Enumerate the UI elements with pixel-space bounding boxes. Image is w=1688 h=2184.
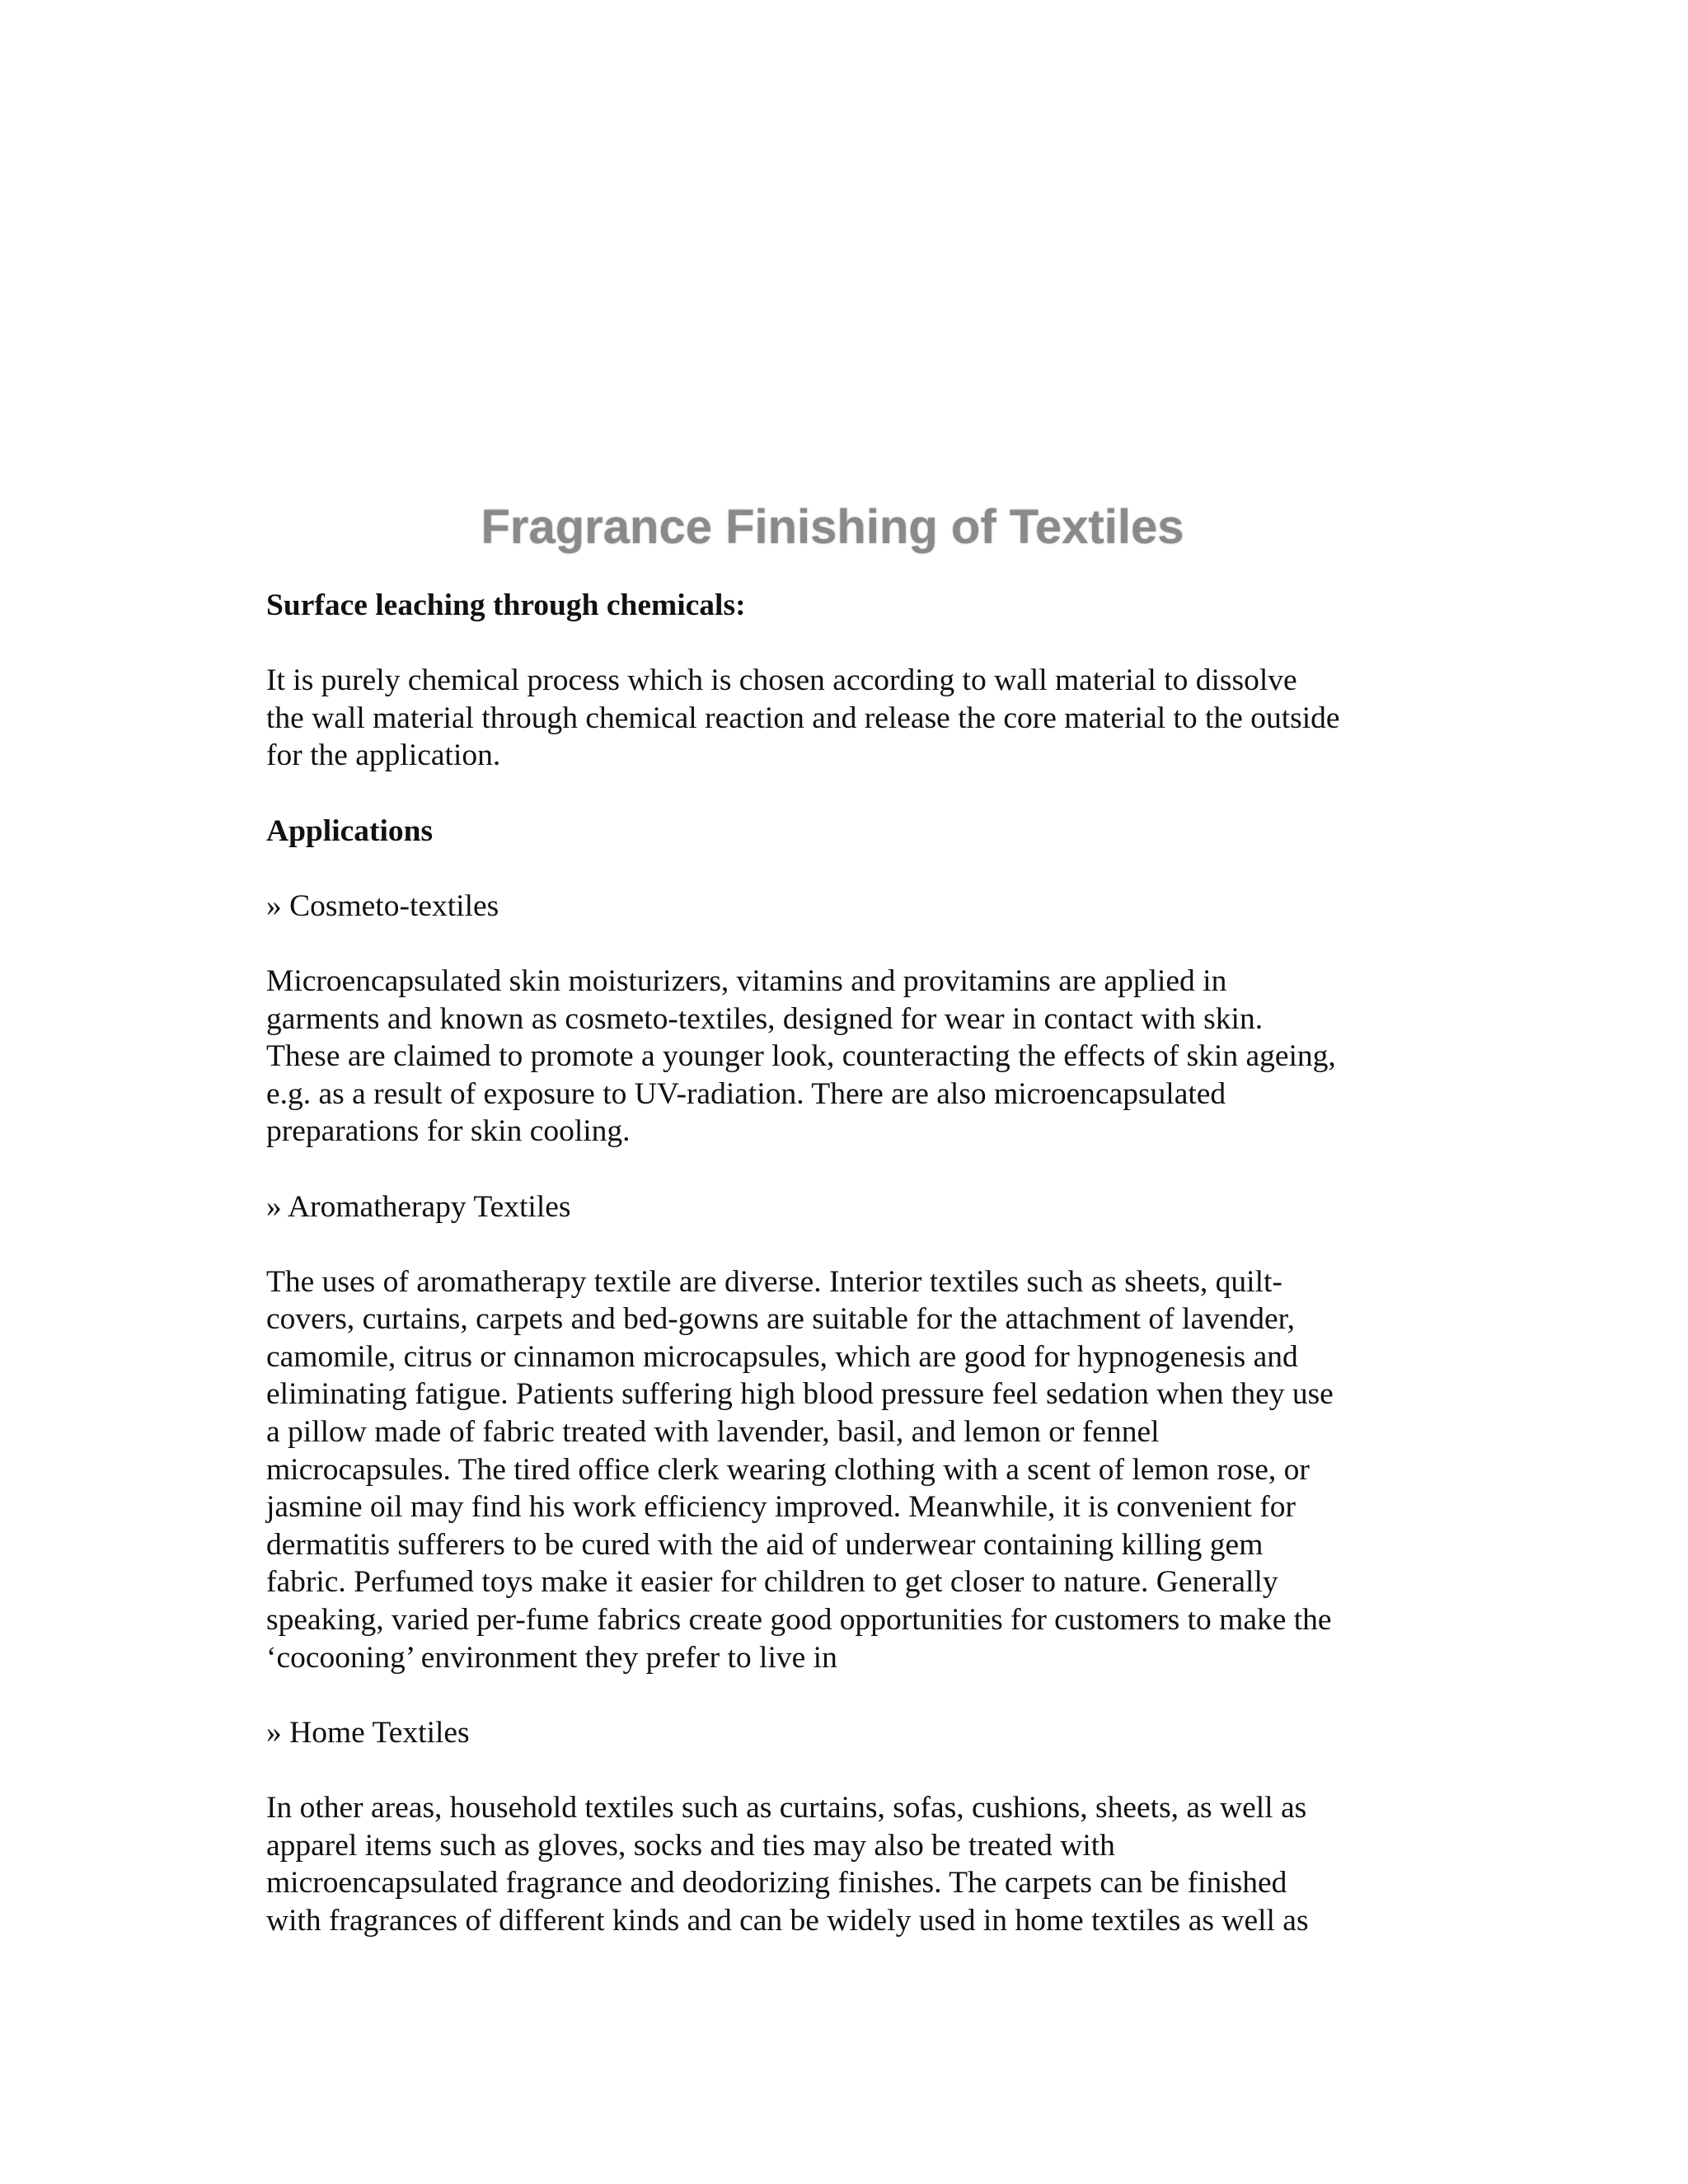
cosmeto-label: » Cosmeto-textiles	[266, 888, 499, 923]
text-line: covers, curtains, carpets and bed-gowns are suitable for the attachment of lavender,	[266, 1302, 1295, 1337]
text-line: garments and known as cosmeto-textiles, designed for wear in contact with skin.	[266, 1001, 1264, 1036]
aromatherapy-label: » Aromatherapy Textiles	[266, 1189, 571, 1224]
text-line: dermatitis sufferers to be cured with the aid of underwear containing killing gem	[266, 1527, 1264, 1562]
section-paragraph	[266, 662, 1420, 775]
text-line: camomile, citrus or cinnamon microcapsules, which are good for hypnogenesis and	[266, 1339, 1298, 1374]
text-line: Microencapsulated skin moisturizers, vitamins and provitamins are applied in	[266, 963, 1227, 998]
text-line: e.g. as a result of exposure to UV-radiation. There are also microencapsulated	[266, 1076, 1226, 1111]
text-line: for the application.	[266, 738, 501, 773]
page-title: Fragrance Finishing of Textiles	[481, 500, 1184, 554]
text-line: fabric. Perfumed toys make it easier for children to get closer to nature. Generally	[266, 1565, 1278, 1600]
home-label: » Home Textiles	[266, 1715, 470, 1750]
text-line: jasmine oil may find his work efficiency improved. Meanwhile, it is convenient for	[266, 1490, 1296, 1525]
text-line: ‘cocooning’ environment they prefer to live in	[266, 1640, 837, 1675]
text-line: In other areas, household textiles such as curtains, sofas, cushions, sheets, as well as	[266, 1791, 1307, 1825]
aromatherapy-paragraph	[266, 1263, 1420, 1677]
cosmeto-paragraph	[266, 963, 1420, 1151]
document-body	[266, 587, 1420, 1977]
text-line: apparel items such as gloves, socks and ties may also be treated with	[266, 1828, 1115, 1863]
applications-heading: Applications	[266, 813, 434, 848]
text-line: speaking, varied per-fume fabrics create good opportunities for customers to make the	[266, 1603, 1332, 1638]
section-heading: Surface leaching through chemicals:	[266, 588, 746, 622]
text-line: The uses of aromatherapy textile are diverse. Interior textiles such as sheets, quilt-	[266, 1264, 1282, 1299]
text-line: the wall material through chemical reaction and release the core material to the outside	[266, 701, 1340, 735]
text-line: a pillow made of fabric treated with lavender, basil, and lemon or fennel	[266, 1415, 1160, 1450]
home-paragraph	[266, 1789, 1420, 1939]
text-line: with fragrances of different kinds and can be widely used in home textiles as well as	[266, 1903, 1309, 1938]
text-line: preparations for skin cooling.	[266, 1114, 631, 1149]
text-line: eliminating fatigue. Patients suffering high blood pressure feel sedation when they use	[266, 1377, 1334, 1412]
text-line: These are claimed to promote a younger look, counteracting the effects of skin ageing,	[266, 1039, 1336, 1074]
text-line: It is purely chemical process which is chosen according to wall material to dissolve	[266, 663, 1297, 698]
text-line: microcapsules. The tired office clerk wearing clothing with a scent of lemon rose, or	[266, 1452, 1310, 1487]
text-line: microencapsulated fragrance and deodorizing finishes. The carpets can be finished	[266, 1866, 1287, 1900]
